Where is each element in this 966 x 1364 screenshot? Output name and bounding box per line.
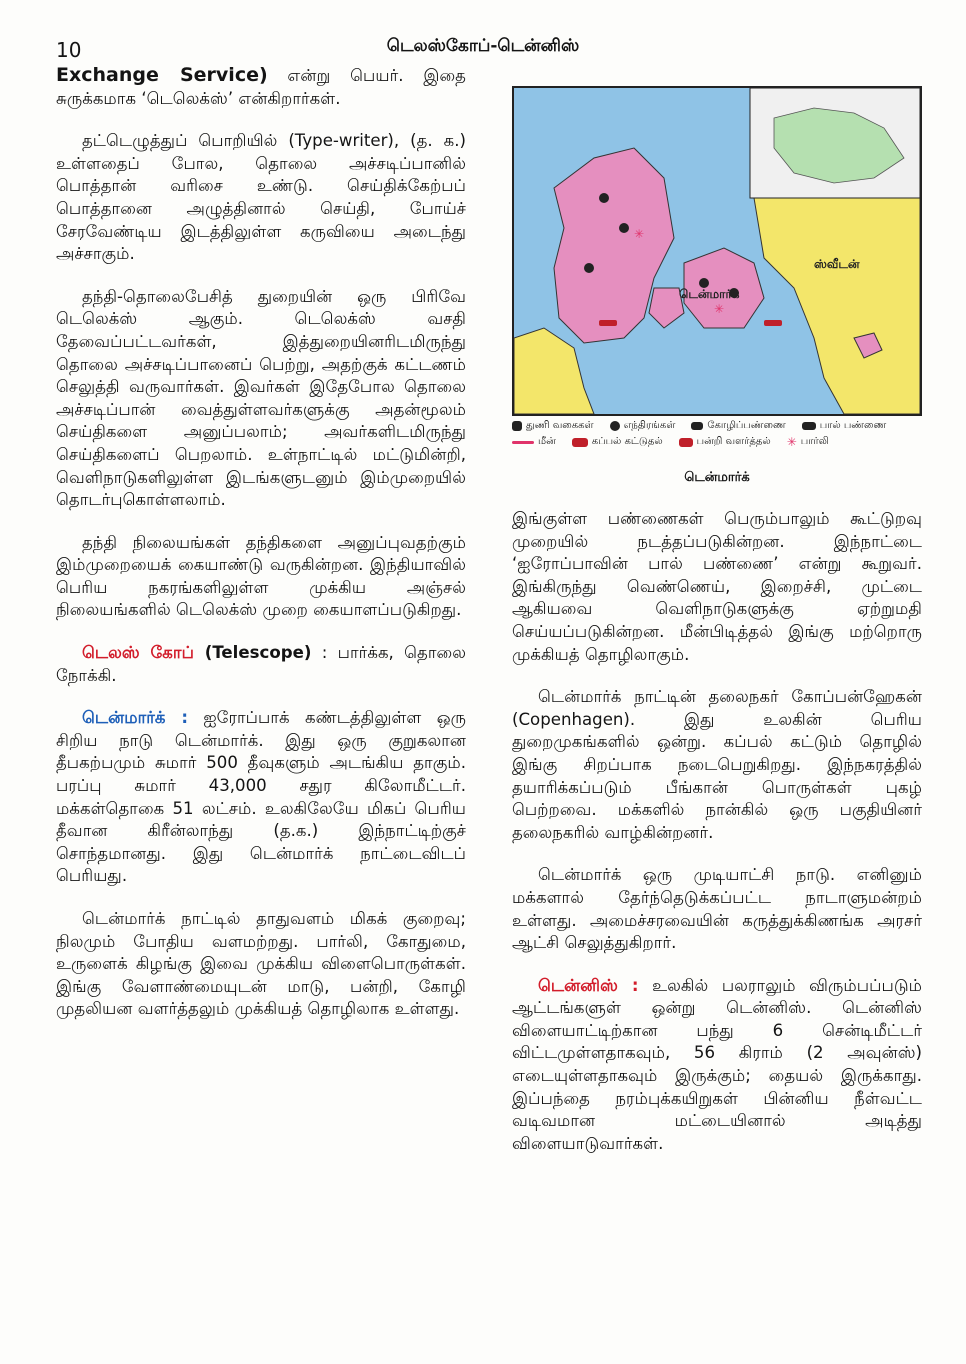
factory-icon	[512, 421, 522, 431]
entry-telescope: டெலஸ் கோப் (Telescope) : பார்க்க, தொலை நோக்கி.	[56, 643, 466, 685]
cow-icon	[802, 422, 816, 430]
ship-icon	[572, 438, 588, 447]
denmark-map	[512, 86, 922, 416]
paragraph-exchange: Exchange Service) என்று பெயர். இதை சுருக்கமாக ‘டெலெக்ஸ்’ என்கிறார்கள்.	[56, 64, 466, 108]
telescope-term: டெலஸ் கோப்	[82, 643, 194, 663]
entry-denmark: டென்மார்க் : ஐரோப்பாக் கண்டத்திலுள்ள ஒரு சிறிய நாடு டென்மார்க். இது ஒரு குறுகலான தீபகற்பமும் சுமார் 500 தீவுகளும் அடங்கிய தாகும். பரப்பு சுமார் 43,000 சதுர கிலோமீட்டர். மக்கள்தொகை 51 லட்சம். உலகிலேயே மிகப் பெரிய தீவான கிரீன்லாந்து (த.க.) இந்நாட்டிற்குச் சொந்தமானது. இது டென்மார்க் நாட்டைவிடப் பெரியது.	[56, 708, 466, 886]
svg-text:✳: ✳	[634, 227, 645, 241]
running-title: டெலஸ்கோப்-டென்னிஸ்	[386, 36, 580, 56]
entry-tennis: டென்னிஸ் : உலகில் பலராலும் விரும்பப்படும் ஆட்டங்களுள் ஒன்று டென்னிஸ். டென்னிஸ் விளையாட்டிற்கான பந்து 6 சென்டிமீட்டர் விட்டமுள்ளதாகவும், 56 கிராம் (2 அவுன்ஸ்) எடையுள்ளதாகவும் இருக்கும்; தையல் இருக்காது. இப்பந்தை நரம்புக்கயிறுகள் பின்னிய நீள்வட்ட வடிவமான மட்டையினால் அடித்து விளையாடுவார்கள்.	[512, 975, 922, 1153]
tennis-term: டென்னிஸ் :	[538, 975, 639, 995]
legend-item: பன்றி வளர்த்தல்	[679, 434, 771, 450]
paragraph-typewriter: தட்டெழுத்துப் பொறியில் (Type-writer), (த. க.) உள்ளதைப் போல, தொலை அச்சடிப்பானில் பொத்தான் வரிசை உண்டு. செய்திக்கேற்பப் பொத்தானை அழுத்தினால் செய்தி, போய்ச் சேரவேண்டிய இடத்திலுள்ள கருவியை அடைந்து அச்சாகும்.	[56, 131, 466, 264]
denmark-label: டென்மார்க்	[679, 287, 740, 301]
paragraph-copenhagen: டென்மார்க் நாட்டின் தலைநகர் கோப்பன்ஹேகன் (Copenhagen). இது உலகின் பெரிய துறைமுகங்களில் ஒன்று. கப்பல் கட்டும் தொழில் இங்கு சிறப்பாக நடைபெறுகிறது. இந்நகரத்தில் தயாரிக்கப்படும் பீங்கான் பொருள்கள் புகழ் பெற்றவை. மக்களில் நான்கில் ஒரு பகுதியினர் தலைநகரில் வாழ்கின்றனர்.	[512, 687, 922, 842]
right-column	[512, 508, 922, 1155]
legend-item: மீன்	[512, 434, 556, 450]
legend-item: கப்பல் கட்டுதல்	[572, 434, 663, 450]
pig-icon	[679, 438, 693, 447]
legend-row-2	[512, 434, 922, 450]
paragraph-monarchy: டென்மார்க் ஒரு முடியாட்சி நாடு. எனினும் மக்களால் தேர்ந்தெடுக்கப்பட்ட நாடாளுமன்றம் உள்ளது. அமைச்சரவையின் கருத்துக்கிணங்க அரசர் ஆட்சி செலுத்துகிறார்.	[512, 865, 922, 953]
paragraph-farms: இங்குள்ள பண்ணைகள் பெரும்பாலும் கூட்டுறவு முறையில் நடத்தப்படுகின்றன. இந்நாட்டை ‘ஐரோப்பாவின் பால் பண்ணை’ என்று கூறுவர். இங்கிருந்து வெண்ணெய், இறைச்சி, முட்டை ஆகியவை வெளிநாடுகளுக்கு ஏற்றுமதி செய்யப்படுகின்றன. மீன்பிடித்தல் இங்கு மற்றொரு முக்கியத் தொழிலாகும்.	[512, 509, 922, 664]
svg-text:✳: ✳	[714, 302, 725, 316]
left-column	[56, 64, 466, 1021]
denmark-term: டென்மார்க் :	[82, 708, 188, 728]
paragraph-telegraph: தந்தி நிலையங்கள் தந்திகளை அனுப்புவதற்கும் இம்முறையைக் கையாண்டு வருகின்றன. இந்தியாவில் பெரிய நகரங்களிலுள்ள முக்கிய அஞ்சல் நிலையங்களில் டெலெக்ஸ் முறை கையாளப்படுகிறது.	[56, 532, 466, 620]
legend-item: கோழிப்பண்ணை	[691, 418, 785, 434]
legend-item: ✳ பார்லி	[786, 435, 829, 449]
chicken-icon	[691, 422, 703, 430]
gear-icon	[610, 421, 620, 431]
paragraph-telex: தந்தி-தொலைபேசித் துறையின் ஒரு பிரிவே டெலெக்ஸ் ஆகும். டெலெக்ஸ் வசதி தேவைப்பட்டவர்கள், இத்துறையினரிடமிருந்து தொலை அச்சடிப்பானைப் பெற்று, அதற்குக் கட்டணம் செலுத்தி வருவார்கள். இவர்கள் இதேபோல தொலை அச்சடிப்பான் வைத்துள்ளவர்களுக்கு அதன்மூலம் செய்திகளை அனுப்பலாம்; அவர்களிடமிருந்து செய்திகளைப் பெறலாம். உள்நாட்டில் மட்டுமின்றி, வெளிநாடுகளிலுள்ள இடங்களுடனும் இம்முறையில் தொடர்புகொள்ளலாம்.	[56, 286, 466, 510]
legend-item: பால் பண்ணை	[802, 418, 887, 434]
legend-item: துணி வகைகள்	[512, 418, 594, 434]
paragraph-denmark-agriculture: டென்மார்க் நாட்டில் தாதுவளம் மிகக் குறைவு; நிலமும் போதிய வளமற்றது. பார்லி, கோதுமை, உருளைக் கிழங்கு இவை முக்கிய விளைபொருள்கள். இங்கு வேளாண்மையுடன் மாடு, பன்றி, கோழி முதலியன வளர்த்தலும் முக்கியத் தொழிலாக உள்ளது.	[56, 909, 466, 1019]
legend-row-1	[512, 418, 922, 434]
barley-icon: ✳	[786, 435, 797, 449]
map-legend	[512, 418, 922, 450]
page-number: 10	[56, 38, 82, 62]
exchange-service-term: Exchange Service)	[56, 64, 268, 86]
sweden-label: ஸ்வீடன்	[814, 257, 860, 271]
map-caption: டென்மார்க்	[684, 470, 750, 485]
legend-item: எந்திரங்கள்	[610, 418, 676, 434]
map-svg	[514, 88, 920, 414]
fish-icon	[512, 441, 534, 444]
